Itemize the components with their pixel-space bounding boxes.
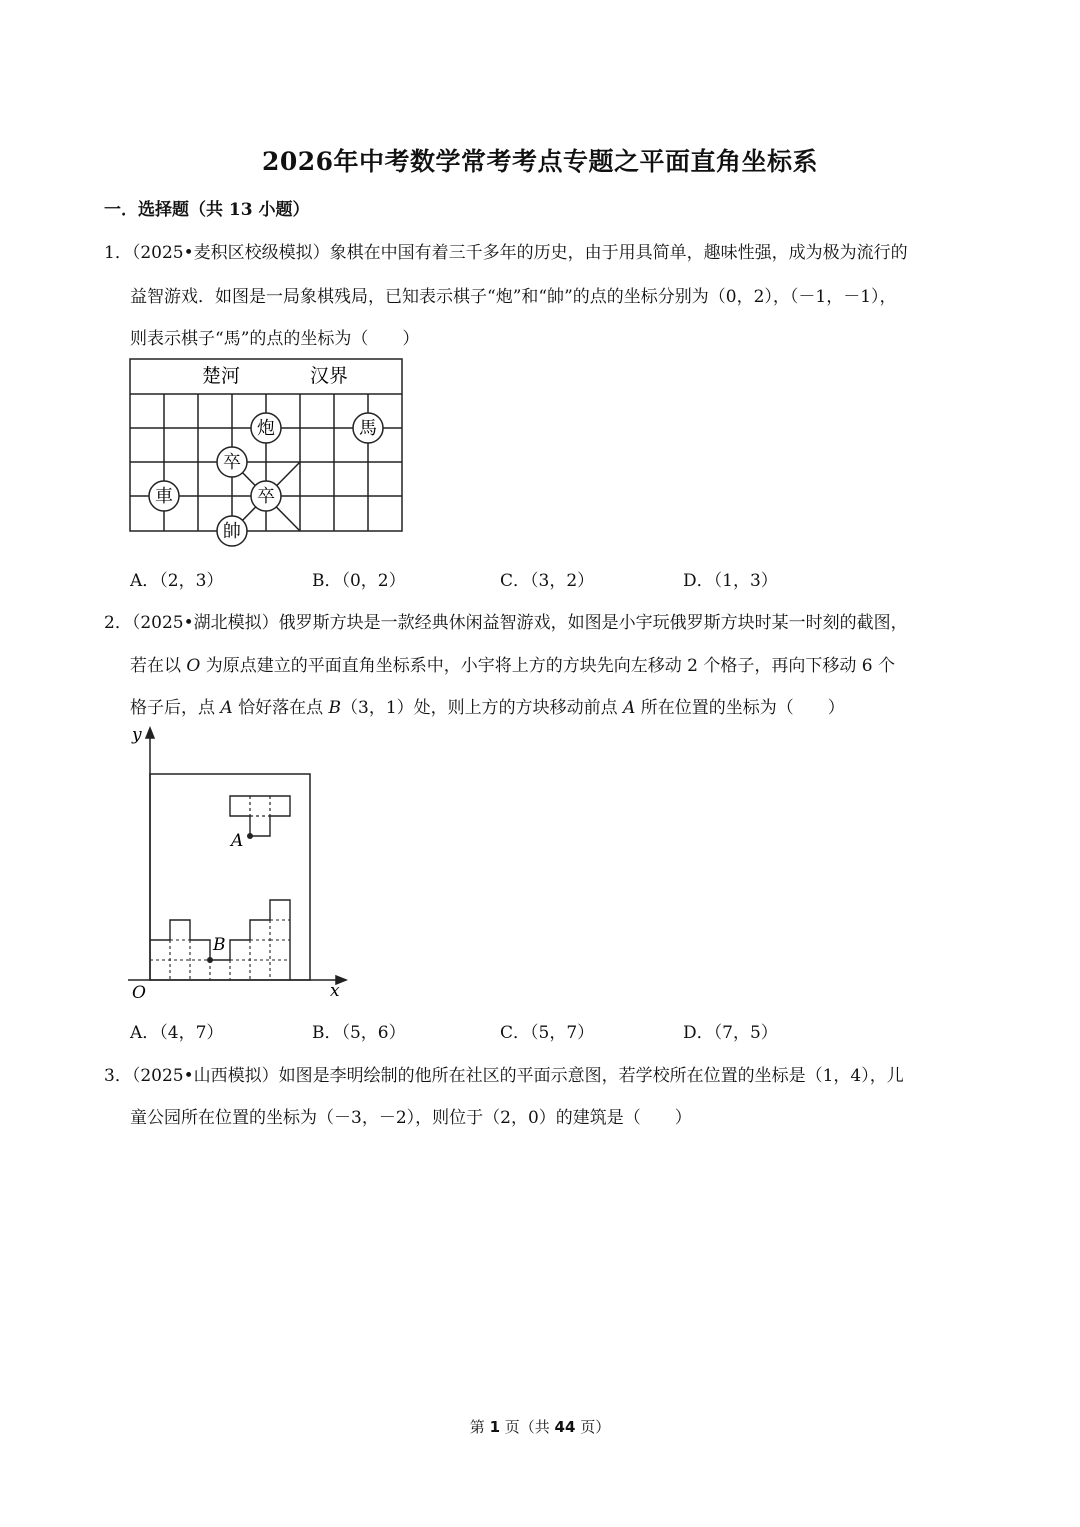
y-axis-label: y [132,725,142,745]
piece-zu-2: 卒 [257,486,275,507]
q2-line-3: 格子后，点 A 恰好落在点 B（3，1）处，则上方的方块移动前点 A 所在位置的坐标为（ ） [130,698,845,718]
total-page-number: 44 [554,1418,576,1436]
q2-option-b: B．（5，6） [312,1023,406,1043]
q2-line-1: 2．（2025•湖北模拟）俄罗斯方块是一款经典休闲益智游戏，如图是小宇玩俄罗斯方块时某一时刻的截图， [104,613,908,633]
q2-option-c: C．（5，7） [500,1023,595,1043]
q2-option-a: A．（4，7） [130,1023,224,1043]
q2-option-d: D．（7，5） [683,1023,778,1043]
point-b-dot [207,957,213,963]
chess-board-figure [120,352,420,552]
q3-line-1: 3．（2025•山西模拟）如图是李明绘制的他所在社区的平面示意图，若学校所在位置的坐标是（1，4），儿 [104,1066,904,1086]
page-title: 2026年中考数学常考考点专题之平面直角坐标系 [261,147,819,176]
q1-line-3: 则表示棋子“馬”的点的坐标为（ ） [130,329,420,349]
current-page-number: 1 [489,1418,500,1436]
page-footer: 第 1 页（共 44 页） [469,1418,611,1436]
point-b-label: B [213,935,226,955]
q3-line-2: 童公园所在位置的坐标为（－3，－2），则位于（2，0）的建筑是（ ） [130,1108,692,1128]
river-left-label: 楚河 [202,365,241,387]
piece-ma: 馬 [359,418,377,439]
x-axis-label: x [330,981,340,1001]
q1-option-b: B．（0，2） [312,571,406,591]
q1-line-1: 1．（2025•麦积区校级模拟）象棋在中国有着三千多年的历史，由于用具简单，趣味性强，成为极为流行的 [104,243,908,263]
section-heading: 一．选择题（共 13 小题） [104,200,310,220]
river-right-label: 汉界 [310,365,349,387]
origin-label: O [132,983,146,1003]
piece-ju: 車 [155,486,173,507]
q1-option-a: A．（2，3） [130,571,224,591]
tetris-coordinate-figure [120,724,360,1006]
piece-shuai: 帥 [223,521,241,542]
q1-option-d: D．（1，3） [683,571,778,591]
q1-option-c: C．（3，2） [500,571,595,591]
point-a-dot [247,833,253,839]
piece-zu-1: 卒 [223,452,241,473]
q2-line-2: 若在以 O 为原点建立的平面直角坐标系中，小宇将上方的方块先向左移动 2 个格子，再向下移动 6 个 [130,656,895,676]
point-a-label: A [231,831,244,851]
piece-pao: 炮 [257,418,275,439]
q1-line-2: 益智游戏．如图是一局象棋残局，已知表示棋子“炮”和“帥”的点的坐标分别为（0，2），（－1，－1）， [130,287,897,307]
